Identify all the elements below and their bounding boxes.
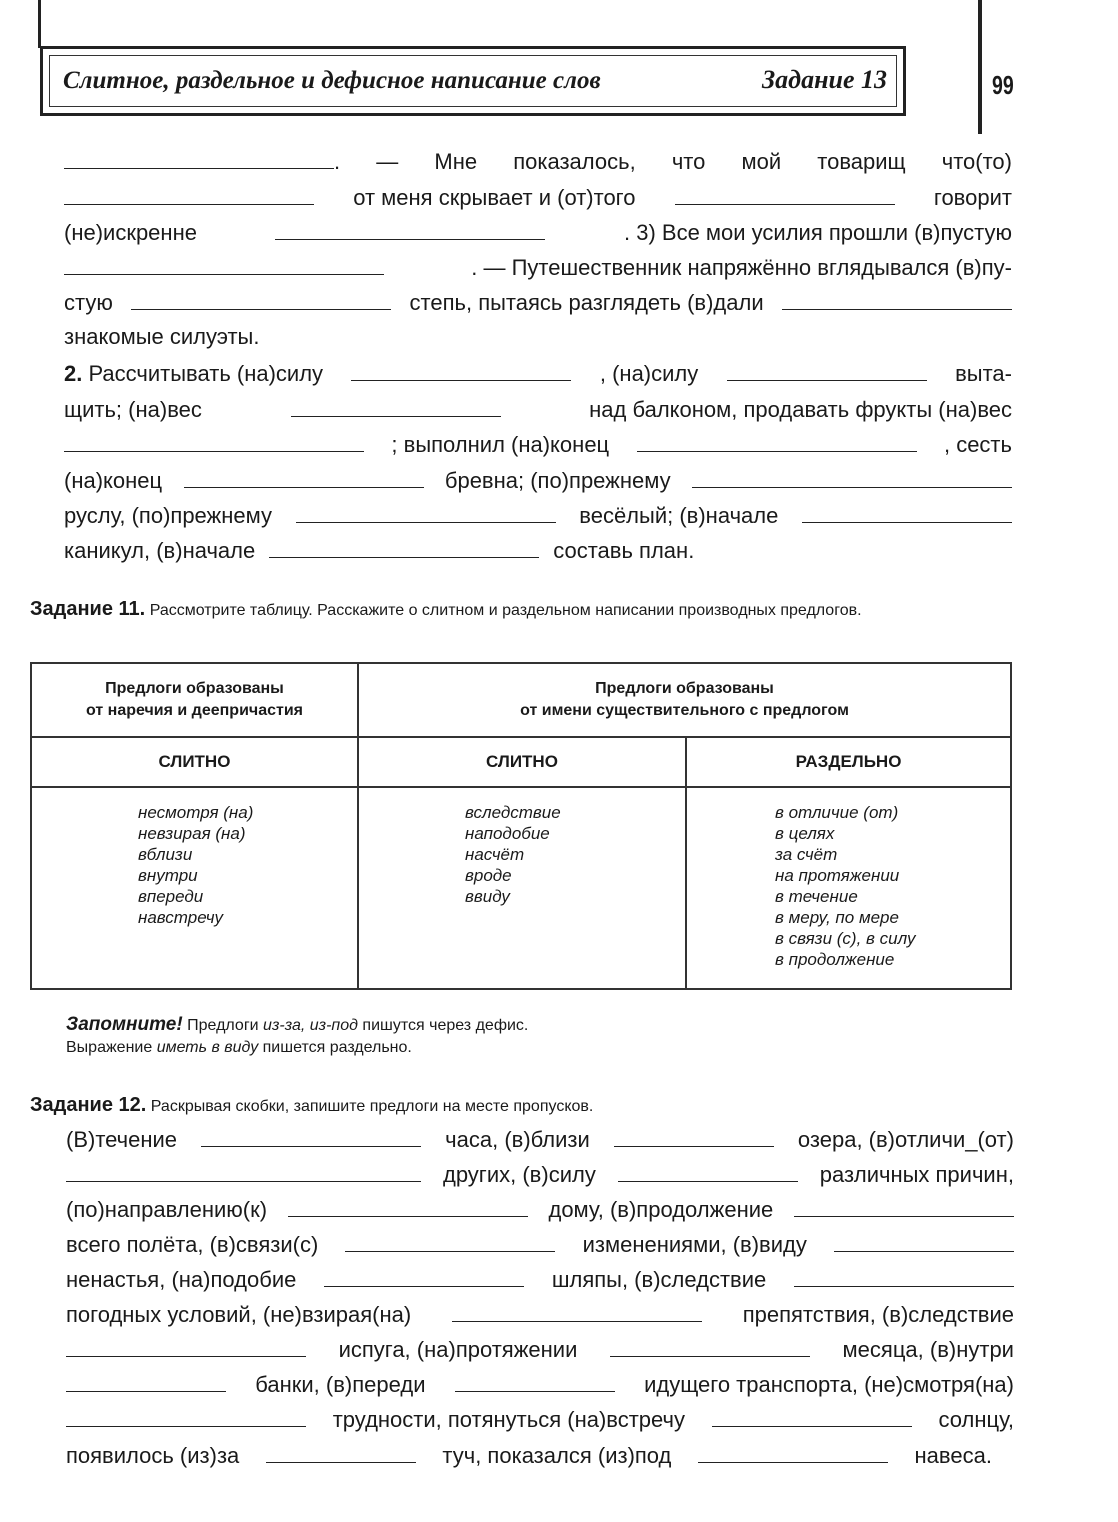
answer-blank[interactable] — [64, 182, 314, 205]
answer-blank[interactable] — [794, 1194, 1014, 1217]
word-item: ввиду — [465, 887, 510, 906]
text-line: (по)направлению(к) дому, (в)продолжение — [66, 1194, 1014, 1224]
answer-blank[interactable] — [288, 1194, 528, 1217]
task12-label: Задание 12. — [30, 1094, 147, 1116]
answer-blank[interactable] — [834, 1229, 1014, 1252]
word-item: вследствие — [465, 803, 561, 822]
task11-label: Задание 11. — [30, 598, 146, 620]
word-item: навстречу — [138, 908, 224, 927]
word-item: насчёт — [465, 845, 525, 864]
answer-blank[interactable] — [345, 1229, 555, 1252]
text-line: знакомые силуэты. — [64, 324, 260, 349]
text-line: (на)конец бревна; (по)прежнему — [64, 465, 1012, 495]
text-line: всего полёта, (в)связи(с) изменениями, (в)виду — [66, 1229, 1014, 1259]
text-line: (В)течение часа, (в)близи озера, (в)отличи_(от) — [66, 1124, 1014, 1154]
answer-blank[interactable] — [64, 146, 334, 169]
answer-blank[interactable] — [296, 500, 556, 523]
answer-blank[interactable] — [698, 1440, 888, 1463]
answer-blank[interactable] — [712, 1404, 912, 1427]
answer-blank[interactable] — [66, 1159, 421, 1182]
answer-blank[interactable] — [452, 1299, 702, 1322]
answer-blank[interactable] — [269, 535, 539, 558]
text-line: банки, (в)переди идущего транспорта, (не)смотря(на) — [66, 1369, 1014, 1399]
task12-text: Раскрывая скобки, запишите предлоги на месте пропусков. — [150, 1098, 594, 1115]
text-line: 2. Рассчитывать (на)силу , (на)силу выта- — [64, 358, 1012, 388]
text-line: . — Путешественник напряжённо вглядывался (в)пу- — [64, 252, 1012, 282]
table-subheader: СЛИТНО — [31, 737, 358, 787]
word-item: в продолжение — [775, 950, 895, 969]
text-line: (не)искренне . 3) Все мои усилия прошли (в)пустую — [64, 217, 1012, 247]
text-line: руслу, (по)прежнему весёлый; (в)начале — [64, 500, 1012, 530]
table-cell-col1 — [31, 787, 358, 989]
answer-blank[interactable] — [66, 1369, 226, 1392]
answer-blank[interactable] — [131, 287, 391, 310]
chapter-task-label: Задание 13 — [761, 65, 887, 94]
answer-blank[interactable] — [275, 217, 545, 240]
answer-blank[interactable] — [66, 1404, 306, 1427]
table-subheader: РАЗДЕЛЬНО — [686, 737, 1011, 787]
answer-blank[interactable] — [184, 465, 424, 488]
answer-blank[interactable] — [618, 1159, 798, 1182]
word-item: в целях — [775, 824, 835, 843]
task11-heading — [30, 598, 1014, 622]
text-line: погодных условий, (не)взирая(на) препятствия, (в)следствие — [66, 1299, 1014, 1329]
answer-blank[interactable] — [291, 394, 501, 417]
word-item: в связи (с), в силу — [775, 929, 916, 948]
answer-blank[interactable] — [64, 429, 364, 452]
text-line: каникул, (в)начале составь план. — [64, 535, 1012, 565]
word-item: вроде — [465, 866, 512, 885]
answer-blank[interactable] — [802, 500, 1012, 523]
answer-blank[interactable] — [66, 1334, 306, 1357]
text-line: появилось (из)за туч, показался (из)под навеса. — [66, 1440, 992, 1470]
word-item: впереди — [138, 887, 204, 906]
word-item: несмотря (на) — [138, 803, 254, 822]
prepositions-table — [30, 662, 1012, 990]
page-number: 99 — [992, 70, 1014, 100]
header-rule-left — [38, 0, 41, 48]
table-subheader: СЛИТНО — [358, 737, 686, 787]
word-item: невзирая (на) — [138, 824, 246, 843]
answer-blank[interactable] — [64, 252, 384, 275]
answer-blank[interactable] — [727, 358, 927, 381]
answer-blank[interactable] — [675, 182, 895, 205]
answer-blank[interactable] — [782, 287, 1012, 310]
word-item: за счёт — [775, 845, 838, 864]
chapter-header — [40, 46, 906, 116]
text-line: щить; (на)вес над балконом, продавать фрукты (на)вес — [64, 394, 1012, 424]
answer-blank[interactable] — [610, 1334, 810, 1357]
answer-blank[interactable] — [637, 429, 917, 452]
word-item: в течение — [775, 887, 858, 906]
answer-blank[interactable] — [201, 1124, 421, 1147]
answer-blank[interactable] — [692, 465, 1012, 488]
task12-heading — [30, 1094, 1014, 1118]
answer-blank[interactable] — [455, 1369, 615, 1392]
answer-blank[interactable] — [351, 358, 571, 381]
word-item: внутри — [138, 866, 198, 885]
word-item: в меру, по мере — [775, 908, 899, 927]
text-line: от меня скрывает и (от)того говорит — [64, 182, 1012, 212]
text-line: других, (в)силу различных причин, — [66, 1159, 1014, 1189]
text-line: ненастья, (на)подобие шляпы, (в)следствие — [66, 1264, 1014, 1294]
task11-text: Рассмотрите таблицу. Расскажите о слитном и раздельном написании производных предлогов. — [149, 602, 862, 619]
answer-blank[interactable] — [266, 1440, 416, 1463]
text-line: испуга, (на)протяжении месяца, (в)нутри — [66, 1334, 1014, 1364]
answer-blank[interactable] — [324, 1264, 524, 1287]
table-cell-col3 — [686, 787, 1011, 989]
text-line: стую степь, пытаясь разглядеть (в)дали — [64, 287, 1012, 317]
word-item: вблизи — [138, 845, 193, 864]
word-item: в отличие (от) — [775, 803, 899, 822]
text-line: ; выполнил (на)конец , сесть — [64, 429, 1012, 459]
answer-blank[interactable] — [614, 1124, 774, 1147]
table-cell-col2 — [358, 787, 686, 989]
header-rule-right — [978, 0, 982, 134]
text-line: трудности, потянуться (на)встречу солнцу, — [66, 1404, 1014, 1434]
remember-note: Запомните! Предлоги из-за, из-под пишутся через дефис. Выражение иметь в виду пишется раздельно. — [66, 1014, 529, 1056]
chapter-title: Слитное, раздельное и дефисное написание слов — [63, 67, 601, 94]
text-line: . — Мне показалось, что мой товарищ что(то) — [64, 146, 1012, 176]
table-header-noun: Предлоги образованы от имени существительного с предлогом — [358, 663, 1011, 737]
answer-blank[interactable] — [794, 1264, 1014, 1287]
table-header-adverb: Предлоги образованы от наречия и деепричастия — [31, 663, 358, 737]
remember-label: Запомните! — [66, 1014, 183, 1035]
word-item: наподобие — [465, 824, 550, 843]
word-item: на протяжении — [775, 866, 900, 885]
